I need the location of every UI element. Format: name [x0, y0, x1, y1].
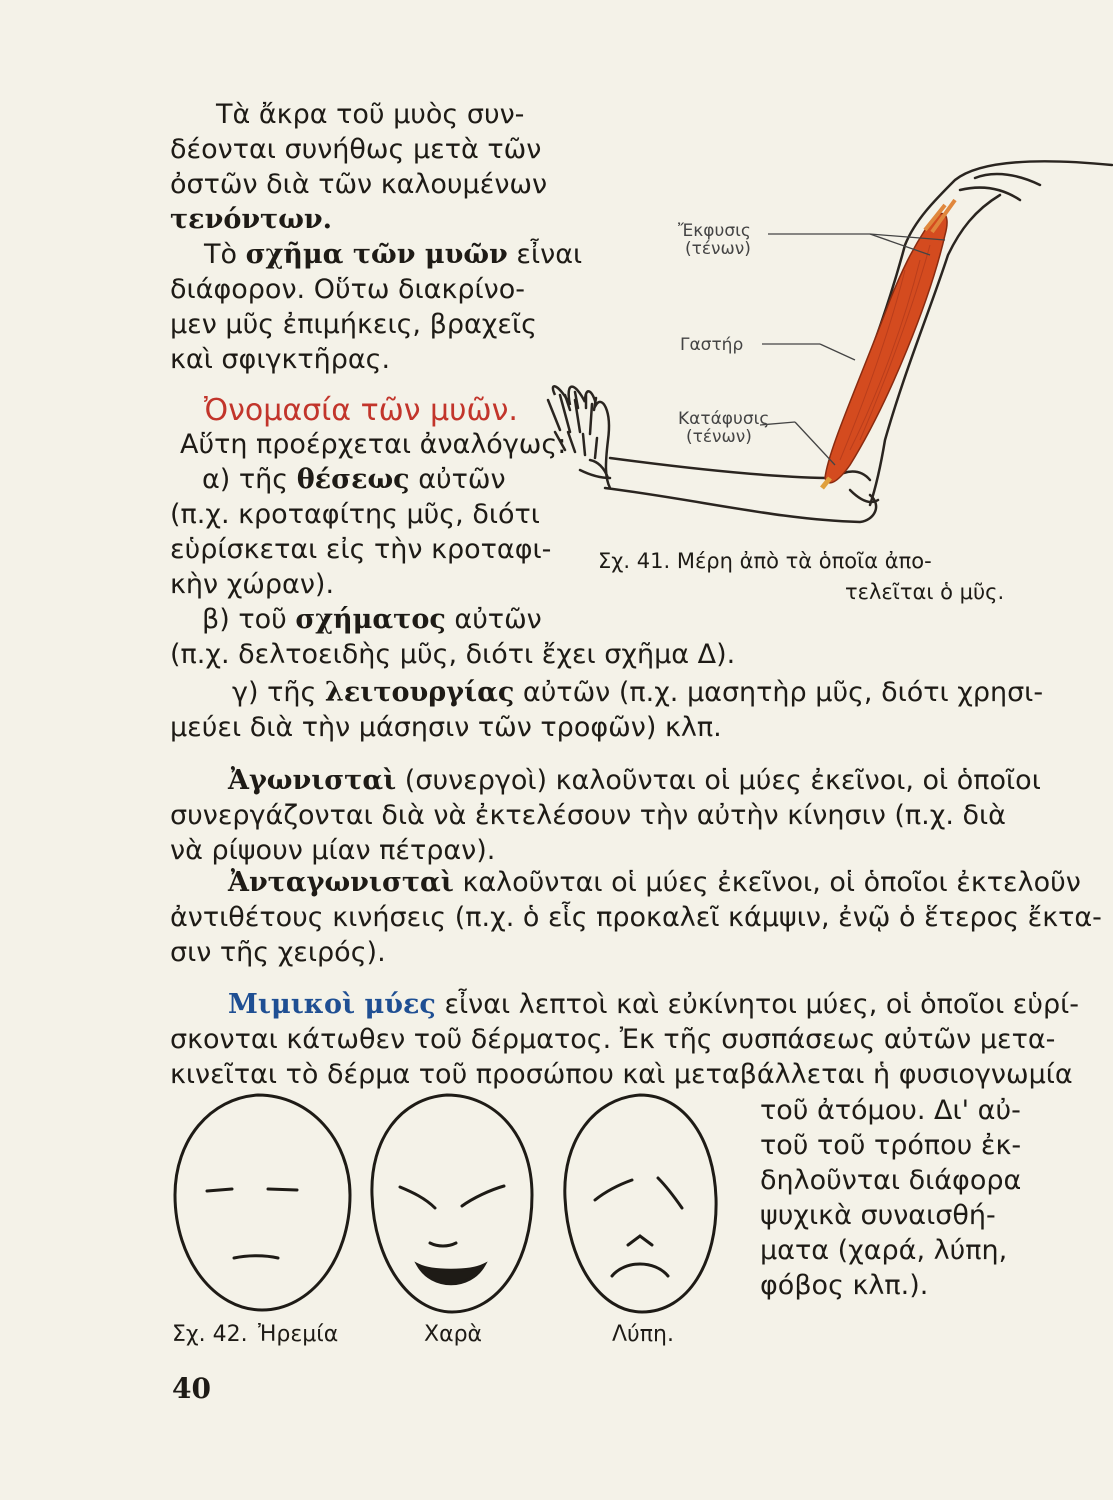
bold-term: Ἀγωνισταὶ: [228, 765, 397, 796]
text: (συνεργοὶ) καλοῦνται οἱ μύες ἐκεῖνοι, οἱ ὁποῖοι: [404, 765, 1041, 796]
faces-illustration: [160, 1085, 720, 1320]
label-origin-sub: (τένων): [686, 427, 752, 447]
caption-calm: Ἠρεμία: [258, 1322, 339, 1347]
bold-term: σχήματος: [295, 604, 446, 635]
text: γ) τῆς: [232, 677, 317, 708]
bold-term: θέσεως: [296, 464, 410, 495]
bold-term: λειτουργίας: [324, 677, 515, 708]
text-line: [204, 238, 582, 272]
text-line: σκονται κάτωθεν τοῦ δέρματος. Ἐκ τῆς συσπάσεως αὐτῶν μετα-: [170, 1024, 1056, 1055]
figure-caption: Σχ. 41. Μέρη ἀπὸ τὰ ὁποῖα ἀπο-: [598, 549, 932, 573]
sad-face-outline: [565, 1095, 716, 1312]
text-line: μεν μῦς ἐπιμήκεις, βραχεῖς: [170, 309, 537, 340]
text-line: εὑρίσκεται εἰς τὴν κροταφι-: [170, 534, 552, 565]
blue-term: Μιμικοὶ μύες: [228, 989, 436, 1020]
figure-caption: τελεῖται ὁ μῦς.: [845, 580, 1005, 604]
bold-term: σχῆμα τῶν μυῶν: [245, 239, 508, 270]
text-line: [228, 764, 1041, 798]
text-line: σιν τῆς χειρός).: [170, 937, 386, 968]
caption-joy: Χαρὰ: [424, 1322, 483, 1347]
text-line: φόβος κλπ.).: [760, 1270, 929, 1301]
label-origin: Κατάφυσις: [678, 409, 770, 429]
text: εἶναι λεπτοὶ καὶ εὐκίνητοι μύες, οἱ ὁποῖοι εὑρί-: [444, 989, 1080, 1020]
section-heading: Ὀνομασία τῶν μυῶν.: [204, 393, 518, 428]
text-line: Τὰ ἄκρα τοῦ μυὸς συν-: [216, 99, 525, 130]
text-line: διάφορον. Οὕτω διακρίνο-: [170, 274, 525, 305]
text-line: Αὕτη προέρχεται ἀναλόγως:: [180, 429, 567, 460]
text-line: ψυχικὰ συναισθή-: [760, 1200, 996, 1231]
label-insertion: Ἔκφυσις: [678, 221, 751, 241]
label-insertion-sub: (τένων): [685, 239, 751, 259]
text-line: [202, 463, 506, 497]
text-line: ματα (χαρά, λύπη,: [760, 1235, 1008, 1266]
text: αὐτῶν: [418, 464, 506, 495]
text-line: νὰ ρίψουν μίαν πέτραν).: [170, 835, 496, 866]
text: α) τῆς: [202, 464, 289, 495]
text-line: [202, 603, 542, 637]
text: αὐτῶν: [454, 604, 542, 635]
label-belly: Γαστήρ: [680, 335, 744, 355]
text-line: [228, 866, 1081, 900]
text-line: δέονται συνήθως μετὰ τῶν: [170, 134, 542, 165]
text-line: [228, 988, 1079, 1022]
text-line: [232, 676, 1043, 710]
figure42-caption-label: Σχ. 42.: [172, 1322, 248, 1347]
text-line: κινεῖται τὸ δέρμα τοῦ προσώπου καὶ μεταβάλλεται ἡ φυσιογνωμία: [170, 1059, 1073, 1090]
text-line: κὴν χώραν).: [170, 569, 335, 600]
text-line: (π.χ. δελτοειδὴς μῦς, διότι ἔχει σχῆμα Δ).: [170, 639, 736, 670]
text-line: καὶ σφιγκτῆρας.: [170, 344, 391, 375]
text-line: ὀστῶν διὰ τῶν καλουμένων: [170, 169, 548, 200]
text: Τὸ: [204, 239, 238, 270]
arm-muscle-illustration: [540, 150, 1113, 540]
text: εἶναι: [516, 239, 583, 270]
text-line: (π.χ. κροταφίτης μῦς, διότι: [170, 499, 540, 530]
text: αὐτῶν (π.χ. μασητὴρ μῦς, διότι χρησι-: [522, 677, 1044, 708]
text-line: συνεργάζονται διὰ νὰ ἐκτελέσουν τὴν αὐτὴν κίνησιν (π.χ. διὰ: [170, 800, 1006, 831]
text-line: δηλοῦνται διάφορα: [760, 1165, 1022, 1196]
text: καλοῦνται οἱ μύες ἐκεῖνοι, οἱ ὁποῖοι ἐκτελοῦν: [462, 867, 1081, 898]
page-number: 40: [172, 1372, 211, 1405]
text-line: τοῦ ἀτόμου. Δι' αὐ-: [760, 1095, 1021, 1126]
calm-face-outline: [175, 1095, 350, 1310]
text: β) τοῦ: [202, 604, 287, 635]
text-line-bold: τενόντων.: [170, 204, 333, 235]
caption-sad: Λύπη.: [612, 1322, 674, 1347]
text-line: ἀντιθέτους κινήσεις (π.χ. ὁ εἷς προκαλεῖ κάμψιν, ἐνῷ ὁ ἕτερος ἔκτα-: [170, 902, 1102, 933]
text-line: μεύει διὰ τὴν μάσησιν τῶν τροφῶν) κλπ.: [170, 712, 722, 743]
text-line: τοῦ τοῦ τρόπου ἐκ-: [760, 1130, 1022, 1161]
bold-term: Ἀνταγωνισταὶ: [228, 867, 454, 898]
